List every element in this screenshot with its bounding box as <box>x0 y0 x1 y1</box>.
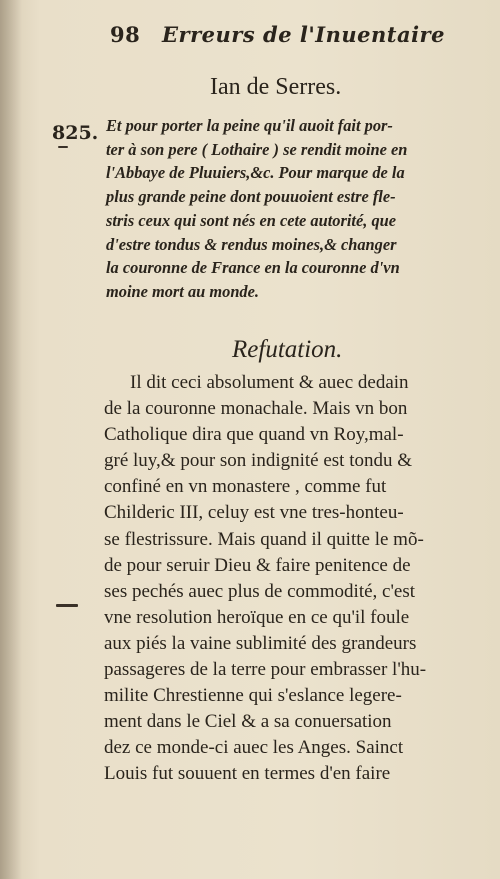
quotation-line: plus grande peine dont pouuoient estre fle- <box>106 187 396 207</box>
body-line: ment dans le Ciel & a sa conuersation <box>104 711 392 733</box>
body-line: milite Chrestienne qui s'eslance legere- <box>104 685 402 707</box>
body-line: de pour seruir Dieu & faire penitence de <box>104 554 411 576</box>
body-line: Il dit ceci absolument & auec dedain <box>130 372 409 393</box>
body-line: passageres de la terre pour embrasser l'hu- <box>104 659 427 681</box>
margin-ink-mark <box>58 146 68 148</box>
margin-ink-mark <box>56 604 78 607</box>
body-line: se flestrissure. Mais quand il quitte le mõ- <box>104 528 424 550</box>
body-line: vne resolution heroïque en ce qu'il foule <box>104 606 410 628</box>
refutation-body <box>104 370 494 788</box>
refutation-heading: Refutation. <box>232 336 343 363</box>
quotation-line: d'estre tondus & rendus moines,& changer <box>106 234 397 254</box>
inventory-quotation <box>106 114 496 304</box>
body-line: confiné en vn monastere , comme fut <box>104 476 387 498</box>
author-heading: Ian de Serres. <box>210 74 342 100</box>
body-line: Louis fut souuent en termes d'en faire <box>104 763 391 785</box>
running-title: Erreurs de l'Inuentaire <box>162 22 445 47</box>
quotation-line: moine mort au monde. <box>106 281 259 301</box>
page-number: 98 <box>110 22 141 47</box>
body-line: Childeric III, celuy est vne tres-honteu- <box>104 502 404 524</box>
body-line: dez ce monde-ci auec les Anges. Sainct <box>104 737 404 759</box>
body-line: ses pechés auec plus de commodité, c'est <box>104 580 416 602</box>
running-header <box>110 22 450 47</box>
quotation-line: stris ceux qui sont nés en cete autorité, que <box>106 210 397 230</box>
body-line: gré luy,& pour son indignité est tondu & <box>104 450 413 472</box>
quotation-line: l'Abbaye de Pluuiers,&c. Pour marque de la <box>106 163 405 183</box>
body-line: de la couronne monachale. Mais vn bon <box>104 398 408 420</box>
margin-year-note: 825. <box>52 122 99 144</box>
page-gutter-shadow <box>0 0 22 879</box>
body-line: aux piés la vaine sublimité des grandeurs <box>104 632 417 654</box>
quotation-line: Et pour porter la peine qu'il auoit fait por- <box>106 116 393 135</box>
body-line: Catholique dira que quand vn Roy,mal- <box>104 424 404 446</box>
quotation-line: la couronne de France en la couronne d'vn <box>106 258 400 278</box>
quotation-line: ter à son pere ( Lothaire ) se rendit moine en <box>106 139 408 159</box>
